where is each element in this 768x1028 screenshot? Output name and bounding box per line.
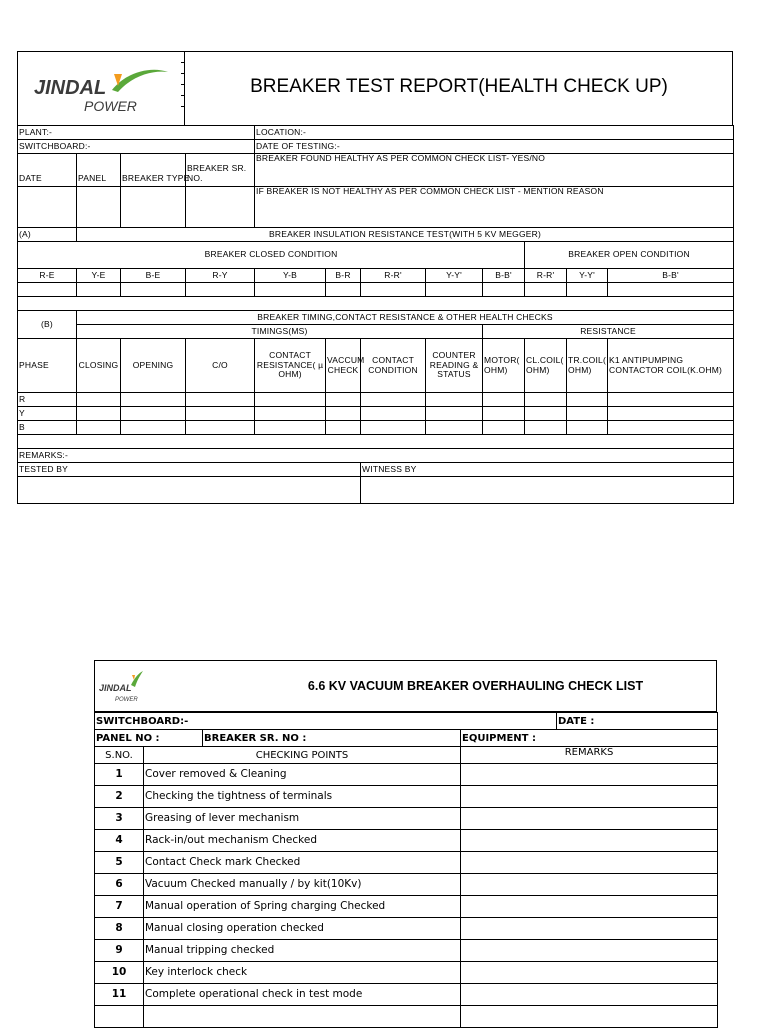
- closed-col-header: B-B': [483, 269, 525, 283]
- checklist-header: [94, 660, 717, 712]
- report-title: BREAKER TEST REPORT(HEALTH CHECK UP): [250, 76, 668, 97]
- checklist-row: [95, 786, 718, 808]
- phase-label: Y: [18, 407, 77, 421]
- vaccum-check-column-header: VACCUM CHECK: [326, 339, 361, 393]
- remarks-cell[interactable]: [461, 852, 718, 874]
- closed-col-header: B-E: [121, 269, 186, 283]
- open-col-header: B-B': [608, 269, 734, 283]
- remarks-cell[interactable]: [461, 830, 718, 852]
- opening-column-header: OPENING: [121, 339, 186, 393]
- closed-col-header: Y-E: [77, 269, 121, 283]
- witness-by-label: WITNESS BY: [361, 463, 734, 477]
- cl-coil-column-header: CL.COIL( OHM): [525, 339, 567, 393]
- row-number: 7: [95, 896, 144, 918]
- location-label: LOCATION:-: [255, 126, 734, 140]
- checklist-row: [95, 918, 718, 940]
- checking-point: Key interlock check: [144, 962, 461, 984]
- breaker-sr-column-header: BREAKER SR. NO.: [186, 154, 255, 187]
- phase-label: B: [18, 421, 77, 435]
- row-number: 6: [95, 874, 144, 896]
- remarks-cell[interactable]: [461, 786, 718, 808]
- row-number: 2: [95, 786, 144, 808]
- checklist-row: [95, 852, 718, 874]
- checking-point: Complete operational check in test mode: [144, 984, 461, 1006]
- checking-point: Rack-in/out mechanism Checked: [144, 830, 461, 852]
- closed-col-header: R-E: [18, 269, 77, 283]
- panel-cell[interactable]: [77, 187, 121, 228]
- remarks-cell[interactable]: [461, 896, 718, 918]
- breaker-type-cell[interactable]: [121, 187, 186, 228]
- tested-by-label: TESTED BY: [18, 463, 361, 477]
- overhauling-check-list: [94, 660, 717, 1028]
- report-header: [17, 51, 733, 125]
- phase-row: [18, 407, 734, 421]
- svg-text:POWER: POWER: [84, 98, 137, 114]
- counter-reading-column-header: COUNTER READING & STATUS: [426, 339, 483, 393]
- checklist-row: [95, 830, 718, 852]
- report-table: [17, 125, 734, 504]
- breaker-sr-no-label: BREAKER SR. NO :: [203, 730, 461, 747]
- checklist-row: [95, 984, 718, 1006]
- spacer-row: [18, 435, 734, 449]
- breaker-sr-cell[interactable]: [186, 187, 255, 228]
- checklist-row: [95, 874, 718, 896]
- remarks-label: REMARKS:-: [18, 449, 734, 463]
- resistance-header: RESISTANCE: [483, 325, 734, 339]
- row-number: 3: [95, 808, 144, 830]
- checking-points-column-header: CHECKING POINTS: [144, 747, 461, 764]
- remarks-column-header: REMARKS: [461, 747, 718, 764]
- checking-point: Cover removed & Cleaning: [144, 764, 461, 786]
- date-label: DATE :: [557, 713, 718, 730]
- reason-note: IF BREAKER IS NOT HEALTHY AS PER COMMON CHECK LIST - MENTION REASON: [255, 187, 734, 228]
- row-number: 11: [95, 984, 144, 1006]
- witness-by-signature[interactable]: [361, 477, 734, 504]
- checklist-table: [94, 712, 718, 1028]
- section-b-label: (B): [18, 311, 77, 339]
- checking-point: Checking the tightness of terminals: [144, 786, 461, 808]
- checklist-row: [95, 808, 718, 830]
- checking-point: Contact Check mark Checked: [144, 852, 461, 874]
- jindal-power-logo: [97, 667, 157, 707]
- svg-text:JINDAL: JINDAL: [34, 77, 107, 99]
- panel-column-header: PANEL: [77, 154, 121, 187]
- contact-condition-column-header: CONTACT CONDITION: [361, 339, 426, 393]
- checking-point: Manual tripping checked: [144, 940, 461, 962]
- remarks-cell[interactable]: [461, 808, 718, 830]
- svg-text:JINDAL: JINDAL: [99, 683, 132, 693]
- remarks-cell[interactable]: [461, 984, 718, 1006]
- date-cell[interactable]: [18, 187, 77, 228]
- row-number: 8: [95, 918, 144, 940]
- checking-point: Manual operation of Spring charging Checked: [144, 896, 461, 918]
- motor-ohm-column-header: MOTOR( OHM): [483, 339, 525, 393]
- equipment-label: EQUIPMENT :: [461, 730, 718, 747]
- plant-label: PLANT:-: [18, 126, 255, 140]
- checklist-row: [95, 896, 718, 918]
- checklist-row: [95, 940, 718, 962]
- logo-cell: [18, 52, 185, 125]
- jindal-logo-icon: [97, 667, 157, 707]
- closed-condition-header: BREAKER CLOSED CONDITION: [18, 242, 525, 269]
- open-col-header: Y-Y': [567, 269, 608, 283]
- checklist-row-partial: [95, 1006, 718, 1028]
- checking-point: Greasing of lever mechanism: [144, 808, 461, 830]
- checklist-title: 6.6 KV VACUUM BREAKER OVERHAULING CHECK LIST: [307, 679, 644, 693]
- closed-col-header: Y-Y': [426, 269, 483, 283]
- phase-row: [18, 421, 734, 435]
- row-number: 5: [95, 852, 144, 874]
- checking-point: Vacuum Checked manually / by kit(10Kv): [144, 874, 461, 896]
- spacer-row: [18, 297, 734, 311]
- open-col-header: R-R': [525, 269, 567, 283]
- date-column-header: DATE: [18, 154, 77, 187]
- closed-col-header: R-Y: [186, 269, 255, 283]
- timing-checks-title: BREAKER TIMING,CONTACT RESISTANCE & OTHER HEALTH CHECKS: [77, 311, 734, 325]
- closed-col-header: B-R: [326, 269, 361, 283]
- closing-column-header: CLOSING: [77, 339, 121, 393]
- row-number: 1: [95, 764, 144, 786]
- phase-label: R: [18, 393, 77, 407]
- insulation-value-row: [18, 283, 734, 297]
- k1-antipumping-column-header: K1 ANTIPUMPING CONTACTOR COIL(K.OHM): [608, 339, 734, 393]
- switchboard-label: SWITCHBOARD:-: [95, 713, 557, 730]
- closed-col-header: Y-B: [255, 269, 326, 283]
- healthy-note: BREAKER FOUND HEALTHY AS PER COMMON CHECK LIST- YES/NO: [255, 154, 734, 187]
- remarks-cell[interactable]: [461, 764, 718, 786]
- sno-column-header: S.NO.: [95, 747, 144, 764]
- phase-column-header: PHASE: [18, 339, 77, 393]
- contact-resistance-column-header: CONTACT RESISTANCE( µ OHM): [255, 339, 326, 393]
- section-a-label: (A): [18, 228, 77, 242]
- co-column-header: C/O: [186, 339, 255, 393]
- checking-point: Manual closing operation checked: [144, 918, 461, 940]
- jindal-power-logo: [26, 60, 176, 120]
- row-number: 10: [95, 962, 144, 984]
- switchboard-label: SWITCHBOARD:-: [18, 140, 255, 154]
- breaker-test-report: [17, 51, 733, 504]
- checklist-row: [95, 764, 718, 786]
- checklist-row: [95, 962, 718, 984]
- open-condition-header: BREAKER OPEN CONDITION: [525, 242, 734, 269]
- date-of-testing-label: DATE OF TESTING:-: [255, 140, 734, 154]
- remarks-cell[interactable]: [461, 962, 718, 984]
- logo-dashes: [181, 62, 184, 117]
- remarks-cell[interactable]: [461, 940, 718, 962]
- tr-coil-column-header: TR.COIL( OHM): [567, 339, 608, 393]
- row-number: 9: [95, 940, 144, 962]
- closed-col-header: R-R': [361, 269, 426, 283]
- timings-header: TIMINGS(MS): [77, 325, 483, 339]
- remarks-cell[interactable]: [461, 918, 718, 940]
- phase-row: [18, 393, 734, 407]
- panel-no-label: PANEL NO :: [95, 730, 203, 747]
- row-number: 4: [95, 830, 144, 852]
- svg-text:POWER: POWER: [115, 697, 138, 703]
- jindal-logo-icon: [26, 60, 176, 120]
- breaker-type-column-header: BREAKER TYPE: [121, 154, 186, 187]
- insulation-test-title: BREAKER INSULATION RESISTANCE TEST(WITH 5 KV MEGGER): [77, 228, 734, 242]
- tested-by-signature[interactable]: [18, 477, 361, 504]
- remarks-cell[interactable]: [461, 874, 718, 896]
